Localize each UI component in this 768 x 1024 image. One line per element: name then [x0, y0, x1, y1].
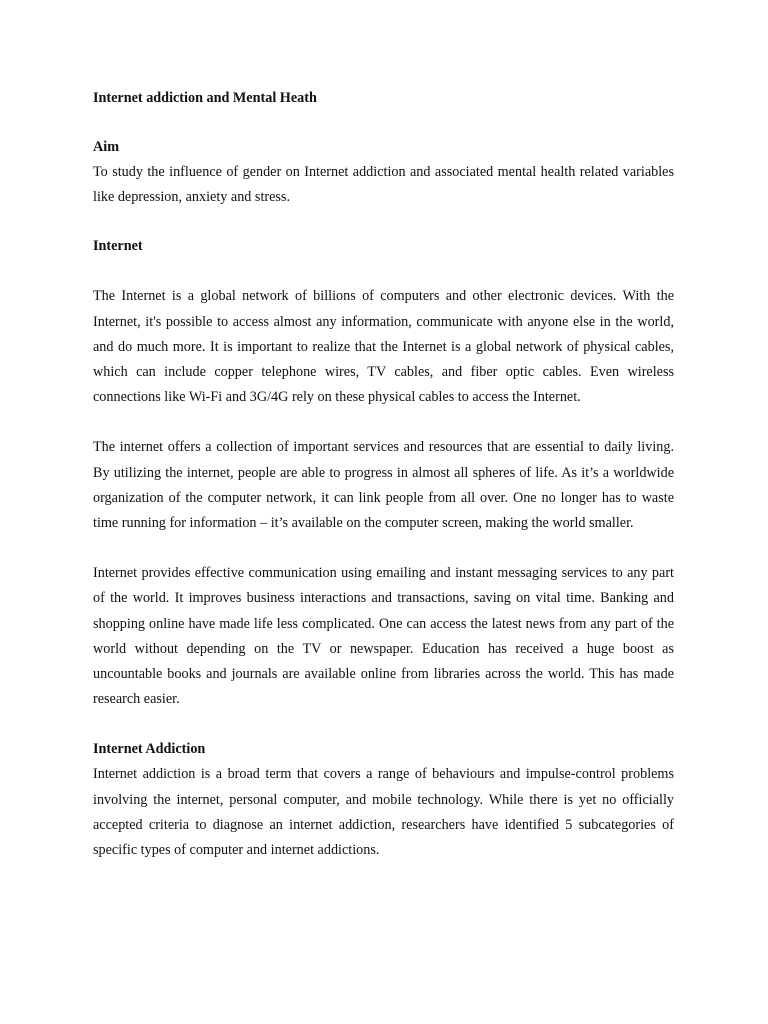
spacer — [93, 410, 674, 435]
internet-paragraph-2: The internet offers a collection of important services and resources that are essential to daily living. By utilizing the internet, people are able to progress in almost all spheres of life. As it’s a worldwide organization of the computer network, it can link people from all over. One no longer has to waste time running for information – it’s available on the computer screen, making the world smaller. — [93, 439, 674, 532]
spacer — [93, 259, 674, 284]
section-heading-internet: Internet — [93, 238, 143, 255]
document-title: Internet addiction and Mental Heath — [93, 90, 317, 106]
internet-paragraph-1: The Internet is a global network of billions of computers and other electronic devices. With the Internet, it's possible to access almost any information, communicate with anyone else in the world, and do much more. It is important to realize that the Internet is a global network of physical cables, which can include copper telephone wires, TV cables, and fiber optic cables. Even wireless connections like Wi-Fi and 3G/4G rely on these physical cables to access the Internet. — [93, 288, 674, 406]
internet-paragraph-3: Internet provides effective communication using emailing and instant messaging services to any part of the world. It improves business interactions and transactions, saving on vital time. Banking and shopping online have made life less complicated. One can access the latest news from any part of the world without depending on the TV or newspaper. Education has received a huge boost as uncountable books and journals are available online from libraries across the world. This has made research easier. — [93, 565, 674, 708]
spacer — [93, 111, 674, 135]
section-heading-aim: Aim — [93, 139, 120, 155]
spacer — [93, 712, 674, 737]
internet-addiction-paragraph: Internet addiction is a broad term that covers a range of behaviours and impulse-control problems involving the internet, personal computer, and mobile technology. While there is yet no officially accepted criteria to diagnose an internet addiction, researchers have identified 5 subcategories of specific types of computer and internet addictions. — [93, 766, 674, 859]
section-heading-internet-addiction: Internet Addiction — [93, 741, 206, 758]
document-page — [93, 86, 674, 863]
spacer — [93, 210, 674, 234]
aim-paragraph: To study the influence of gender on Internet addiction and associated mental health related variables like depression, anxiety and stress. — [93, 164, 674, 206]
spacer — [93, 536, 674, 561]
